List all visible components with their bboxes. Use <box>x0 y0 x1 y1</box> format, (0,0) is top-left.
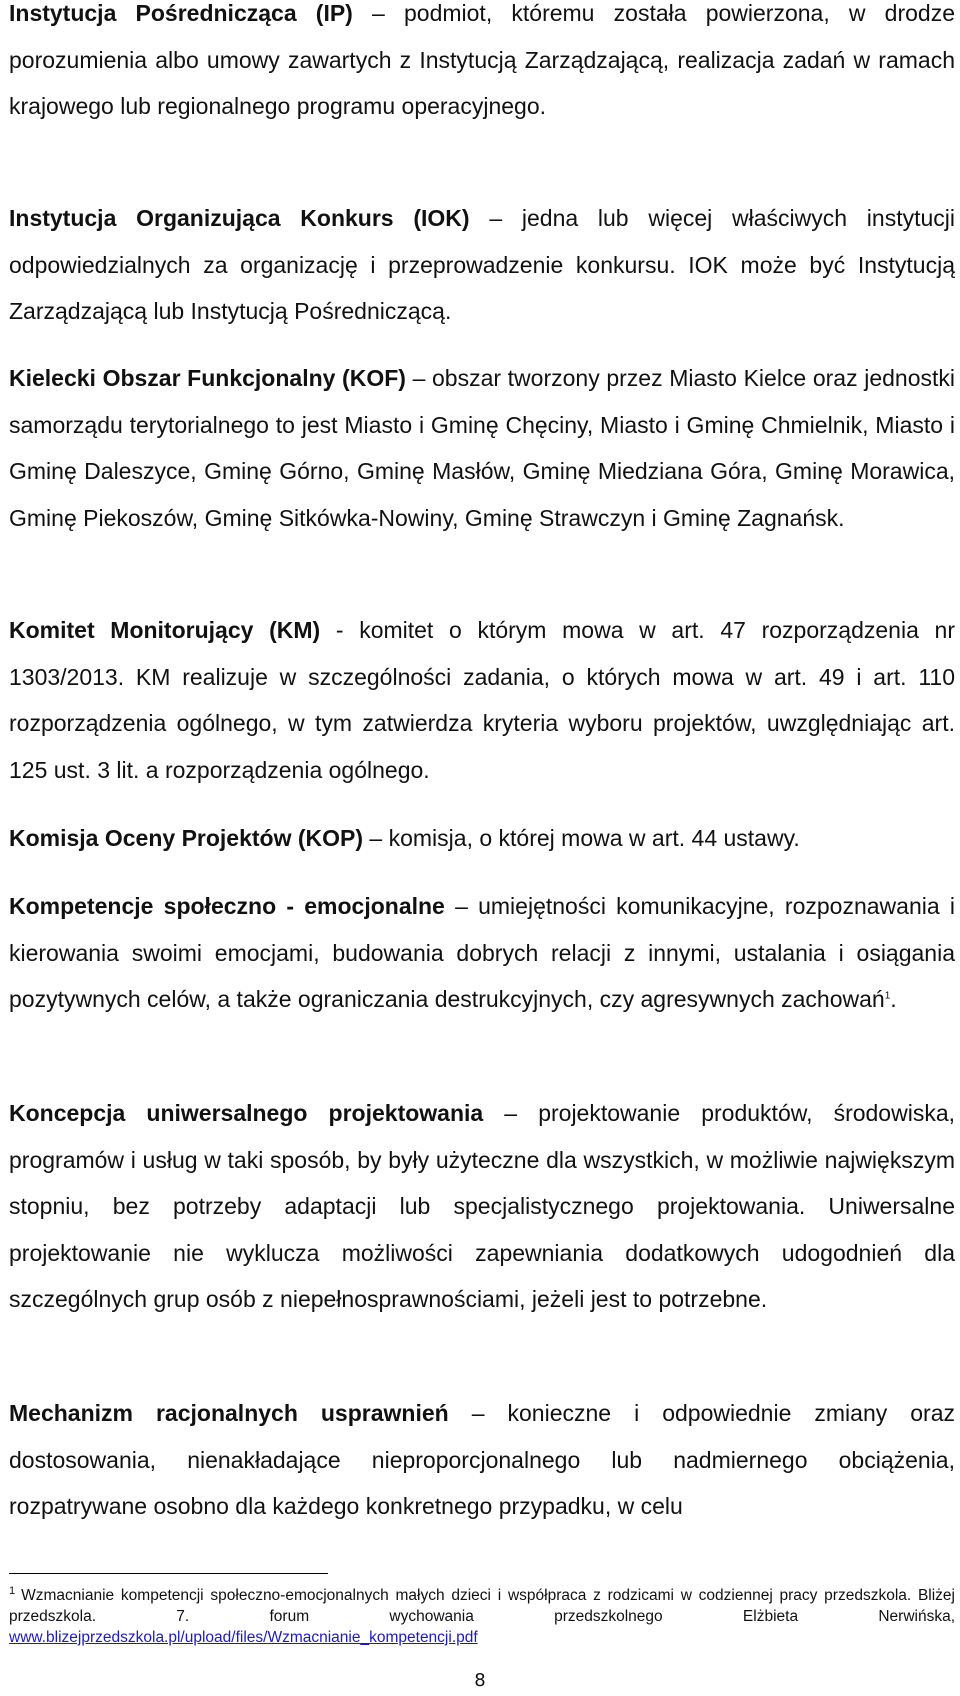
entry-kompetencje <box>9 883 955 1023</box>
separator: – <box>363 825 389 851</box>
entry-koncepcja <box>9 1090 955 1323</box>
separator: – <box>448 1400 508 1426</box>
definition: komisja, o której mowa w art. 44 ustawy. <box>388 825 800 851</box>
definition: jedna lub więcej właściwych instytucji odpowiedzialnych za organizację i przeprowadzenie konkursu. IOK może być Instytucją Zarządzającą lub Instytucją Pośredniczącą. <box>9 205 955 324</box>
term: Instytucja Organizująca Konkurs (IOK) <box>9 205 470 231</box>
entry-iok <box>9 195 955 335</box>
footnote-text: Wzmacnianie kompetencji społeczno-emocjonalnych małych dzieci i współpraca z rodzicami w codziennej pracy przedszkola. Bliżej przedszkola. 7. forum wychowania przedszkolnego Elżbieta Nerwińska, <box>9 1587 955 1625</box>
entry-kop <box>9 815 955 862</box>
entry-ip <box>9 0 955 130</box>
definition: komitet o którym mowa w art. 47 rozporządzenia nr 1303/2013. KM realizuje w szczególności zadania, o których mowa w art. 49 i art. 110 rozporządzenia ogólnego, w tym zatwierdza kryteria wyboru projektów, uwzględniając art. 125 ust. 3 lit. a rozporządzenia ogólnego. <box>9 617 955 783</box>
definition: umiejętności komunikacyjne, rozpoznawania i kierowania swoimi emocjami, budowania dobrych relacji z innymi, ustalania i osiągania pozytywnych celów, a także ograniczania destrukcyjnych, czy agresywnych zachowań <box>9 893 955 1012</box>
term: Komitet Monitorujący (KM) <box>9 617 321 643</box>
page-number: 8 <box>474 1670 486 1691</box>
separator: – <box>352 0 404 26</box>
term: Mechanizm racjonalnych usprawnień <box>9 1400 449 1426</box>
separator: - <box>320 617 360 643</box>
term: Kompetencje społeczno - emocjonalne <box>9 893 445 919</box>
definition: obszar tworzony przez Miasto Kielce oraz jednostki samorządu terytorialnego to jest Miasto i Gminę Chęciny, Miasto i Gminę Chmielnik, Miasto i Gminę Daleszyce, Gminę Górno, Gminę Masłów, Gminę Miedziana Góra, Gminę Morawica, Gminę Piekoszów, Gminę Sitkówka-Nowiny, Gminę Strawczyn i Gminę Zagnańsk. <box>9 365 956 531</box>
definition: projektowanie produktów, środowiska, programów i usług w taki sposób, by były użyteczne dla wszystkich, w możliwie największym stopniu, bez potrzeby adaptacji lub specjalistycznego projektowania. Uniwersalne projektowanie nie wyklucza możliwości zapewniania dodatkowych udogodnień dla szczególnych grup osób z niepełnosprawnościami, jeżeli jest to potrzebne. <box>9 1100 955 1312</box>
separator: – <box>483 1100 539 1126</box>
footnote-divider <box>9 1573 328 1574</box>
term: Instytucja Pośrednicząca (IP) <box>9 0 353 26</box>
entry-km <box>9 607 955 793</box>
term: Koncepcja uniwersalnego projektowania <box>9 1100 484 1126</box>
term: Komisja Oceny Projektów (KOP) <box>9 825 364 851</box>
definition: konieczne i odpowiednie zmiany oraz dostosowania, nienakładające nieproporcjonalnego lub nadmiernego obciążenia, rozpatrywane osobno dla każdego konkretnego przypadku, w celu <box>9 1400 955 1519</box>
footnote-number: 1 <box>9 1584 16 1597</box>
footnote-link[interactable]: www.blizejprzedszkola.pl/upload/files/Wzmacnianie_kompetencji.pdf <box>9 1629 478 1646</box>
entry-mechanizm <box>9 1390 955 1530</box>
separator: – <box>405 365 432 391</box>
footnote-reference[interactable]: 1 <box>884 990 891 1002</box>
definition-tail: . <box>890 986 897 1012</box>
separator: – <box>444 893 479 919</box>
term: Kielecki Obszar Funkcjonalny (KOF) <box>9 365 406 391</box>
entry-kof <box>9 355 955 541</box>
definition: podmiot, któremu została powierzona, w drodze porozumienia albo umowy zawartych z Instytucją Zarządzającą, realizacja zadań w ramach krajowego lub regionalnego programu operacyjnego. <box>9 0 956 119</box>
separator: – <box>469 205 522 231</box>
footnote <box>9 1585 955 1648</box>
